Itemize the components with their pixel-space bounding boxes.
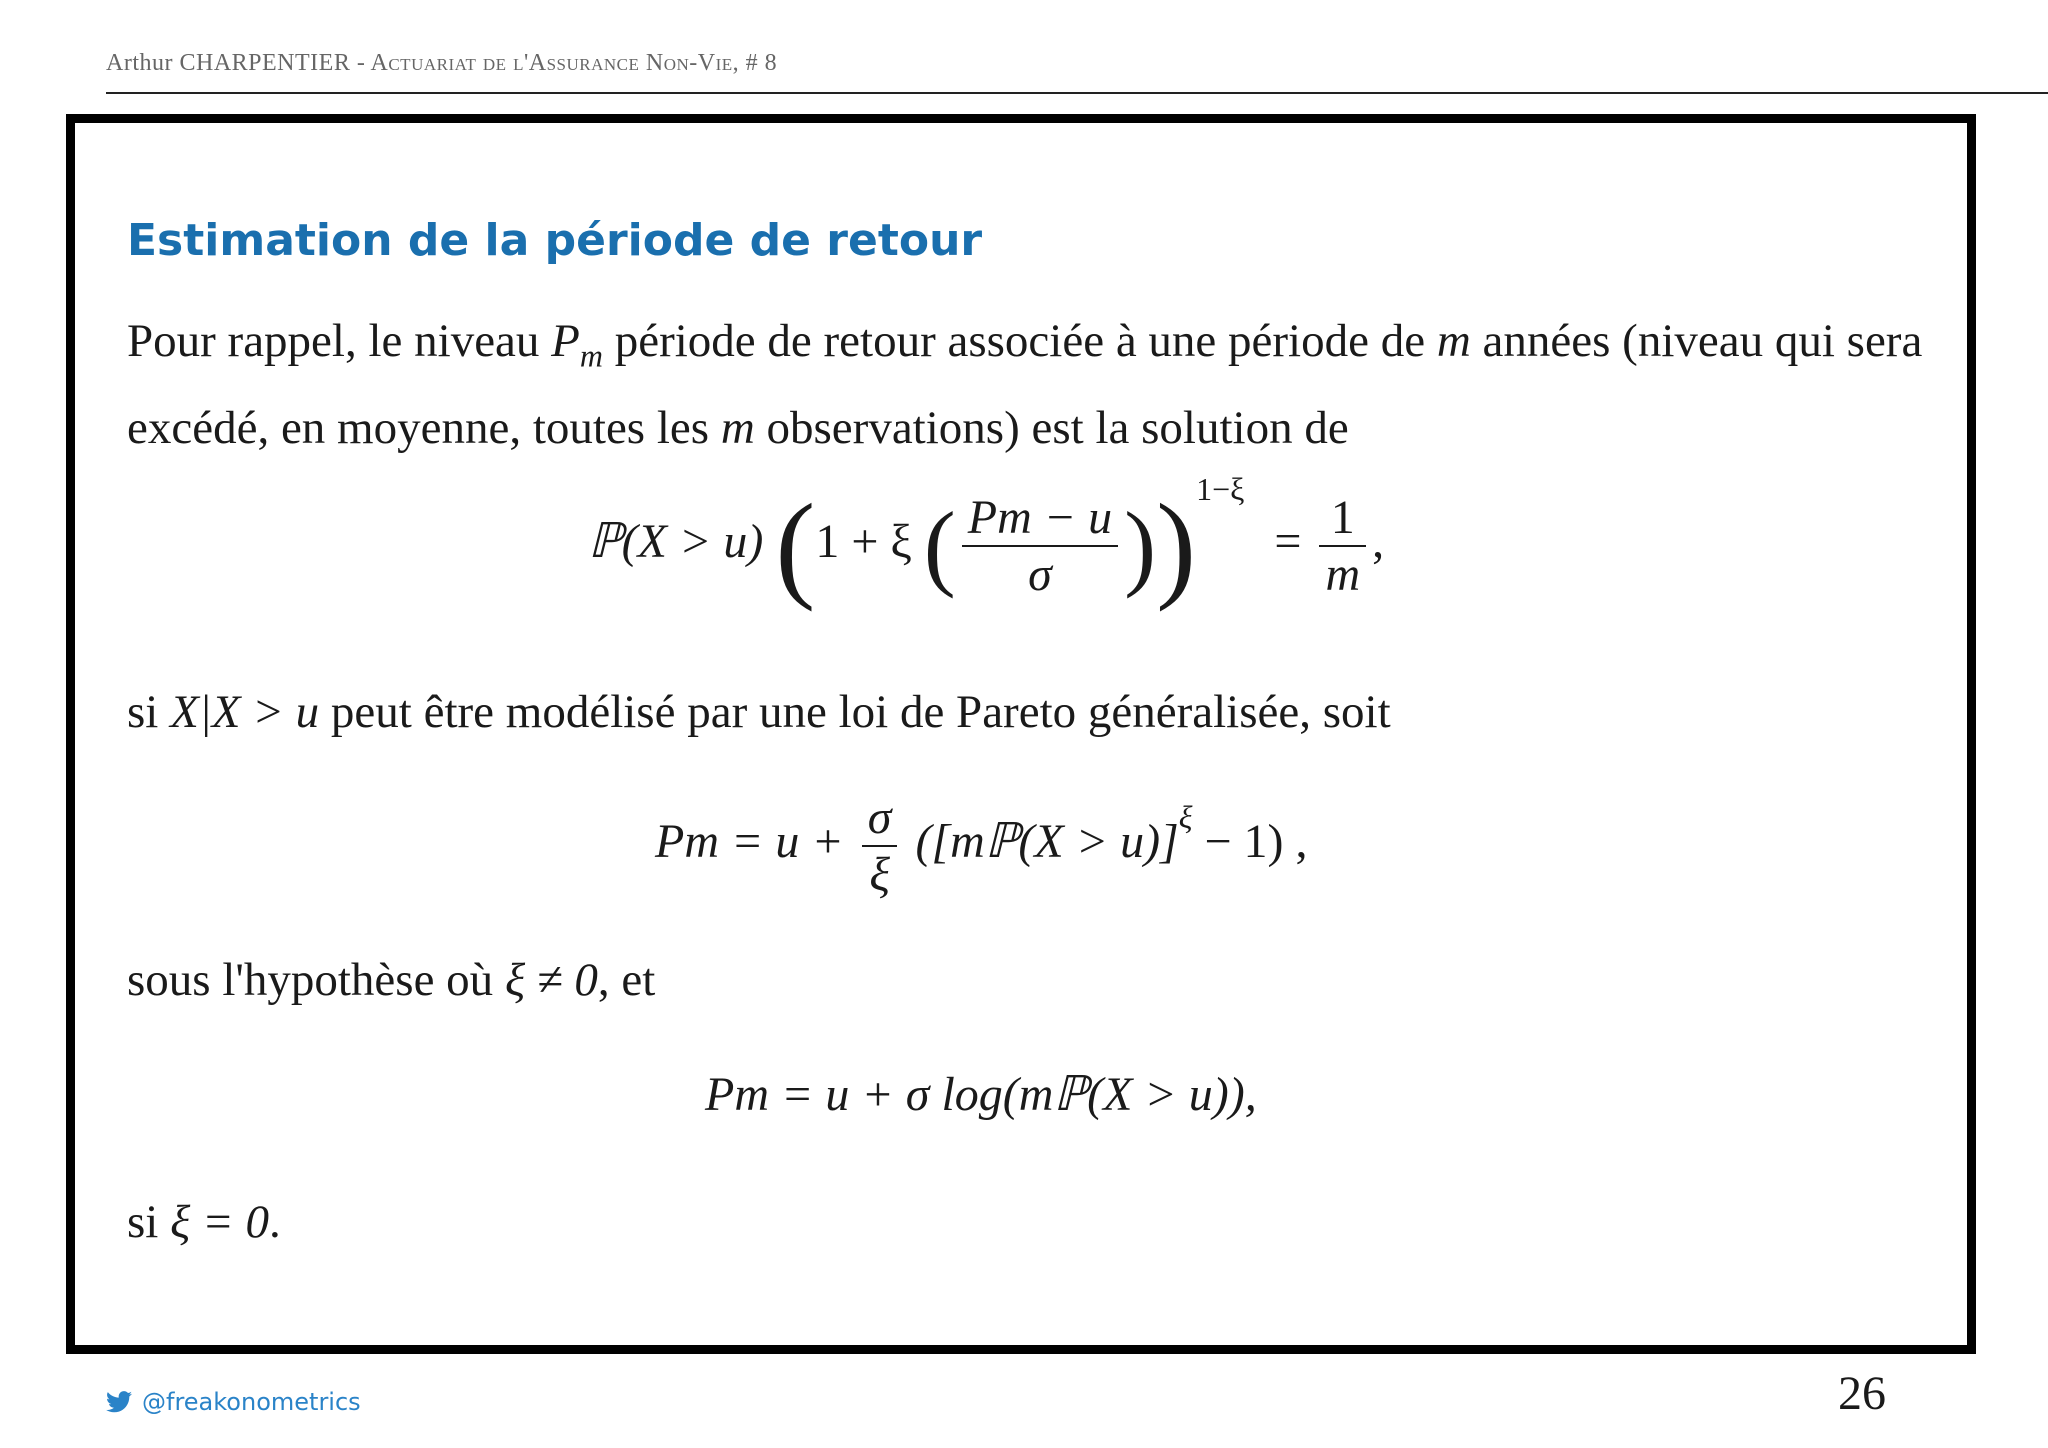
eq1-fraction: [962, 490, 1118, 602]
symbol-m: m: [1436, 315, 1471, 367]
eq2-lhs: Pm = u +: [655, 815, 844, 869]
twitter-bird-icon: [106, 1391, 132, 1413]
header-separator: -: [356, 50, 366, 76]
eq1-exponent: 1−ξ: [1196, 471, 1245, 508]
line4-pre: si: [127, 1196, 159, 1248]
eq1-probability: ℙ(X > u): [588, 515, 764, 569]
condition-line: [127, 676, 1391, 748]
eq1-frac-den: σ: [1028, 548, 1052, 601]
eq2-body: ([mℙ(X > u)]: [915, 815, 1179, 869]
eq2-exponent: ξ: [1178, 799, 1193, 836]
eq1-rhs-fraction: [1319, 490, 1366, 602]
eq2-tail: − 1) ,: [1204, 815, 1308, 869]
line3-pre: sous l'hypothèse où: [127, 954, 494, 1006]
intro-paragraph: [127, 305, 1947, 464]
equation-gumbel-level: [705, 1066, 1257, 1122]
line4-post: .: [268, 1196, 281, 1248]
twitter-handle[interactable]: [106, 1388, 361, 1416]
line2-condition: X|X > u: [170, 686, 320, 738]
page-number: 26: [1838, 1367, 1886, 1420]
eq1-frac-num: Pm − u: [962, 490, 1118, 547]
line2-pre: si: [127, 686, 159, 738]
eq1-open-paren: (: [775, 479, 816, 612]
eq1-trail: ,: [1372, 515, 1385, 569]
intro-text-1: Pour rappel, le niveau: [127, 315, 540, 367]
intro-text-2: période de retour associée à une période de: [614, 315, 1426, 367]
intro-text-3: années (niveau qui sera excédé, en moyenne, toutes les: [127, 315, 1923, 455]
final-line: [127, 1186, 281, 1258]
equation-gpd-level: [655, 790, 1308, 902]
line2-post: peut être modélisé par une loi de Pareto généralisée, soit: [330, 686, 1391, 738]
intro-text-4: observations) est la solution de: [766, 402, 1349, 455]
line3-post: , et: [597, 954, 656, 1006]
header-course: Actuariat de l'Assurance Non-Vie, # 8: [370, 50, 778, 76]
header-author: Arthur CHARPENTIER: [106, 50, 351, 76]
equation-return-level: [588, 471, 1385, 612]
line4-condition: ξ = 0: [170, 1196, 269, 1248]
line3-condition: ξ ≠ 0: [504, 954, 598, 1006]
symbol-P: $P_m$: [551, 315, 603, 374]
eq1-equals: =: [1274, 515, 1302, 569]
header-rule: [106, 92, 2048, 94]
eq1-one-plus-xi: 1 + ξ: [815, 515, 912, 569]
running-header: [106, 50, 777, 77]
symbol-m-2: m: [720, 402, 755, 455]
eq2-frac-num: σ: [862, 790, 898, 847]
eq1-rhs-num: 1: [1319, 490, 1366, 547]
eq1-inner-open: (: [923, 492, 956, 599]
eq1-inner-close: ): [1124, 492, 1157, 599]
eq2-frac-den: ξ: [869, 848, 890, 902]
slide-title: Estimation de la période de retour: [127, 215, 983, 266]
eq1-close-paren: ): [1156, 479, 1197, 612]
eq2-fraction: [862, 790, 898, 902]
eq3-text: Pm = u + σ log(mℙ(X > u)),: [705, 1068, 1257, 1121]
hypothesis-line: [127, 944, 655, 1016]
eq1-rhs-den: m: [1325, 548, 1361, 601]
handle-text: @freakonometrics: [142, 1388, 361, 1416]
